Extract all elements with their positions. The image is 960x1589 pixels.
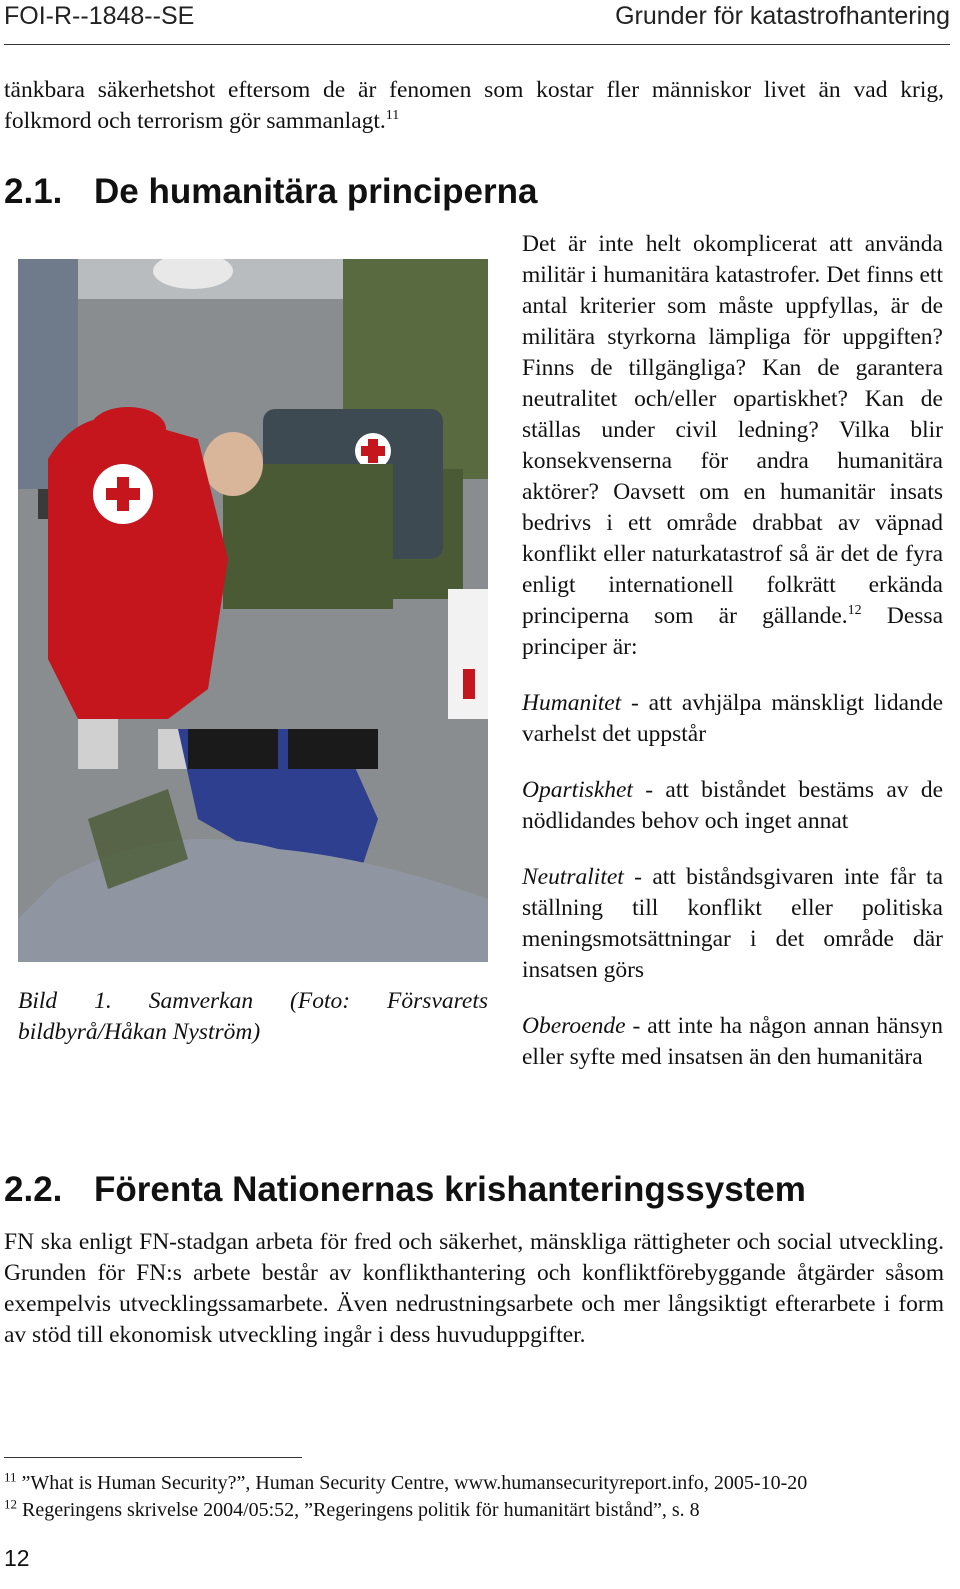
photo-illustration	[18, 259, 488, 962]
footnote-12: $^{12}$ Regeringens skrivelse 2004/05:52, ”Regeringens politik för humanitärt bistånd”, s. 8	[4, 1496, 700, 1521]
section-heading-2-1	[4, 172, 537, 212]
principle-humanitet: Humanitet - att avhjälpa mänskligt lidande varhelst det uppstår	[522, 690, 943, 747]
section-title: De humanitära principerna	[94, 172, 538, 211]
report-title: Grunder för katastrofhantering	[615, 2, 950, 30]
principle-oberoende: Oberoende - att inte ha någon annan hänsyn eller syfte med insatsen än den humanitära	[522, 1013, 943, 1070]
report-id: FOI-R--1848--SE	[4, 2, 195, 30]
section-number: 2.2.	[4, 1170, 63, 1209]
section-2-2-body: FN ska enligt FN-stadgan arbeta för fred och säkerhet, mänskliga rättigheter och social utveckling. Grunden för FN:s arbete består av konflikthantering och konfliktförebyggande åtgärder såsom exempelvis utvecklingssamarbete. Även nedrustningsarbete och mer långsiktigt efterarbete i form av stöd till ekonomisk utveckling ingår i dess huvuduppgifter.	[4, 1229, 944, 1348]
page-header	[4, 0, 950, 45]
figure-caption: Bild 1. Samverkan (Foto: Försvarets bildbyrå/Håkan Nyström)	[18, 988, 488, 1045]
footnote-ref-11[interactable]: 11	[385, 108, 400, 124]
footnote-ref-12[interactable]: 12	[847, 603, 862, 619]
principles-column	[522, 229, 943, 1098]
section-number: 2.1.	[4, 172, 63, 211]
section-body: Det är inte helt okomplicerat att använda militär i humanitära katastrofer. Det finns ett antal kriterier som måste uppfyllas, är de militära styrkorna lämpliga för uppgiften? Finns de tillgängliga? Kan de garantera neutralitet och/eller opartiskhet? Kan de ställas under civil ledning? Vilka blir konsekvenserna för andra humanitära aktörer? Oavsett om en humanitär insats bedrivs i ett område drabbat av väpnad konflikt eller naturkatastrof så är det de fyra enligt internationell folkrätt erkända principerna som är gällande.$^{12}$ Dessa principer är:	[522, 231, 944, 660]
principle-neutralitet: Neutralitet - att biståndsgivaren inte får ta ställning till konflikt eller politiska meningsmotsättningar i det område där insatsen görs	[522, 864, 943, 983]
footnote-11: $^{11}$ ”What is Human Security?”, Human Security Centre, www.humansecurityreport.info, 2005-10-20	[4, 1469, 808, 1494]
photo-samverkan	[18, 259, 488, 962]
intro-paragraph: tänkbara säkerhetshot eftersom de är fenomen som kostar fler människor livet än vad krig, folkmord och terrorism gör sammanlagt.$^{11}$	[4, 77, 944, 134]
footnotes	[4, 1470, 944, 1524]
section-heading-2-2	[4, 1170, 806, 1210]
principle-opartiskhet: Opartiskhet - att biståndet bestäms av de nödlidandes behov och inget annat	[522, 777, 943, 834]
page-number: 12	[4, 1545, 30, 1571]
footnote-divider	[4, 1457, 302, 1458]
section-title: Förenta Nationernas krishanteringssystem	[94, 1170, 806, 1209]
